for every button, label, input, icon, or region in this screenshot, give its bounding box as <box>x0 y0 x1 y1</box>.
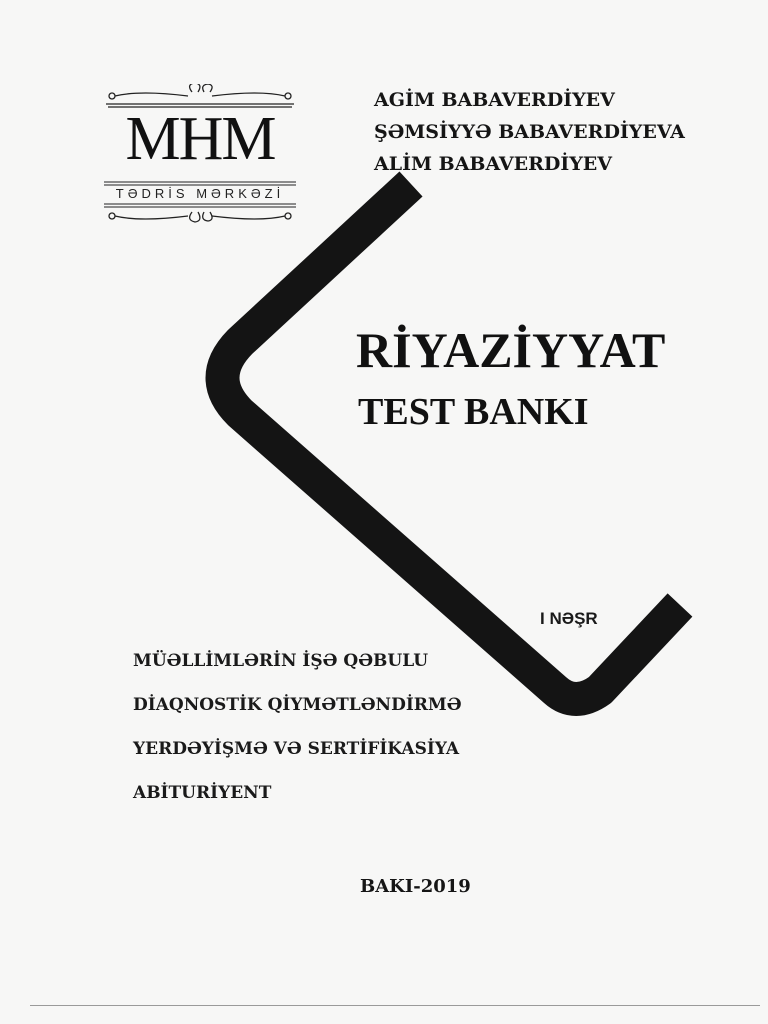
purpose-item: DİAQNOSTİK QİYMƏTLƏNDİRMƏ <box>133 695 462 715</box>
page-edge-line <box>30 1005 760 1006</box>
city-year: BAKI-2019 <box>360 876 471 897</box>
author-name: ŞƏMSİYYƏ BABAVERDİYEVA <box>374 121 685 143</box>
publisher-logo <box>100 84 310 234</box>
book-title: RİYAZİYYAT <box>356 322 666 378</box>
purpose-item: MÜƏLLİMLƏRİN İŞƏ QƏBULU <box>133 651 429 671</box>
author-name: AGİM BABAVERDİYEV <box>374 89 615 111</box>
logo-subtitle: TƏDRİS MƏRKƏZİ <box>115 186 285 201</box>
purpose-item: ABİTURİYENT <box>133 783 272 803</box>
author-name: ALİM BABAVERDİYEV <box>374 153 613 175</box>
authors-list <box>374 84 754 180</box>
book-subtitle: TEST BANKI <box>358 391 589 433</box>
purposes-list <box>133 650 553 826</box>
edition-label: I NƏŞR <box>540 609 598 628</box>
purpose-item: YERDƏYİŞMƏ VƏ SERTİFİKASİYA <box>133 739 460 759</box>
logo-mark: MHM <box>125 105 275 173</box>
